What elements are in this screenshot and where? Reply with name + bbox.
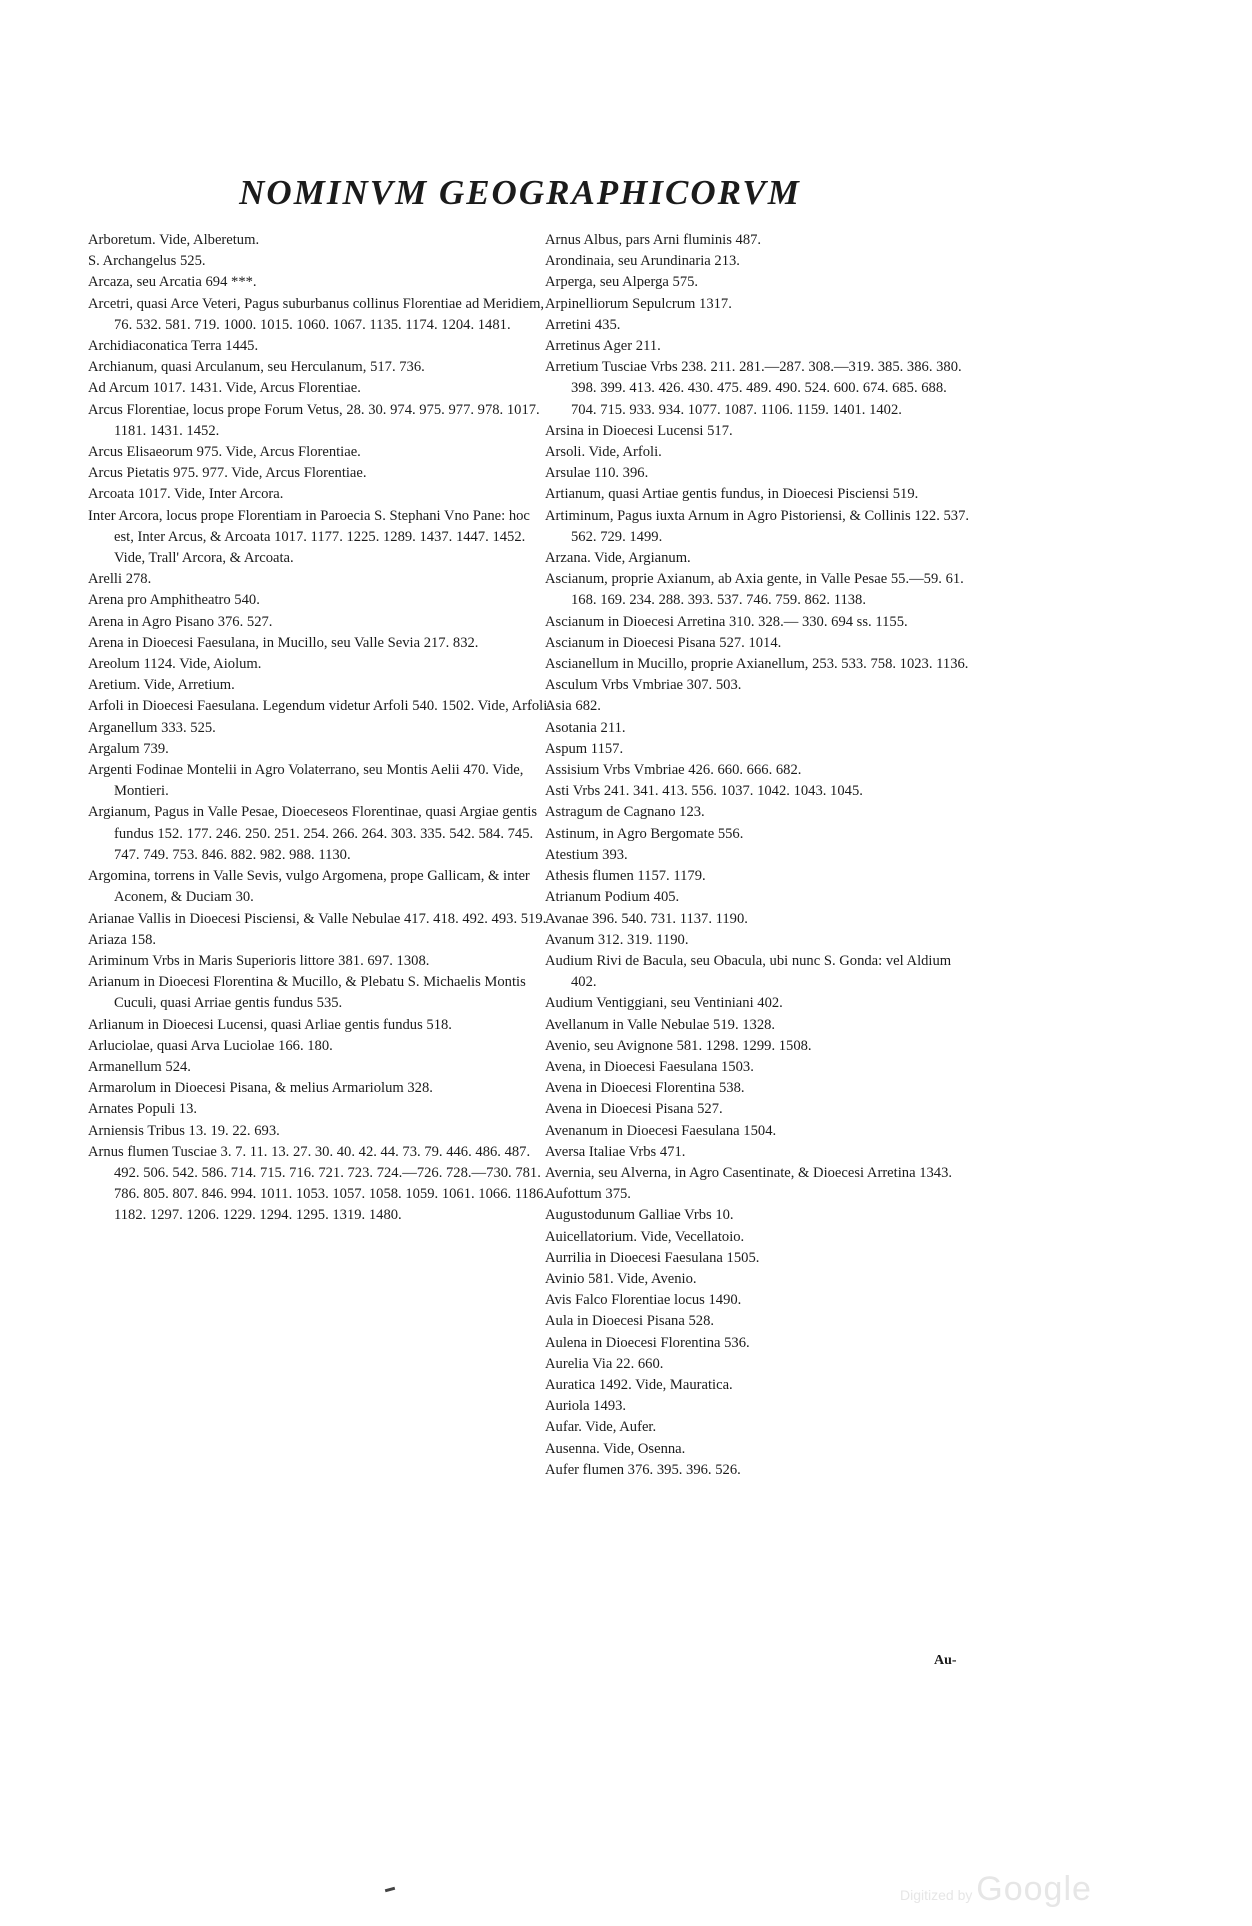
index-entry: Argenti Fodinae Montelii in Agro Volaterrano, seu Montis Aelii 470. Vide, Montieri.: [88, 762, 524, 800]
index-entry: Arcus Pietatis 975. 977. Vide, Arcus Florentiae.: [88, 465, 367, 482]
index-entry: Ad Arcum 1017. 1431. Vide, Arcus Florentiae.: [88, 380, 361, 397]
index-entry: Ascianum in Dioecesi Arretina 310. 328.— 330. 694 ss. 1155.: [545, 613, 908, 630]
index-entry: Arganellum 333. 525.: [88, 719, 216, 736]
index-entry: Arianum in Dioecesi Florentina & Mucillo, & Plebatu S. Michaelis Montis Cuculi, quasi Arriae gentis fundus 535.: [88, 974, 526, 1012]
index-entry: Ascianum in Dioecesi Pisana 527. 1014.: [545, 634, 782, 651]
index-entry: Ariminum Vrbs in Maris Superioris littore 381. 697. 1308.: [88, 952, 430, 969]
index-entry: Artiminum, Pagus iuxta Arnum in Agro Pistoriensi, & Collinis 122. 537. 562. 729. 1499.: [545, 507, 970, 545]
index-entry: Aufar. Vide, Aufer.: [545, 1419, 657, 1436]
index-entry: Archidiaconatica Terra 1445.: [88, 338, 259, 355]
watermark-prefix: Digitized by: [900, 1887, 973, 1903]
index-entry: Avena, in Dioecesi Faesulana 1503.: [545, 1058, 754, 1075]
index-entry: Ariaza 158.: [88, 931, 157, 948]
index-entry: Argomina, torrens in Valle Sevis, vulgo Argomena, prope Gallicam, & inter Aconem, & Duciam 30.: [88, 868, 530, 906]
index-entry: Arsoli. Vide, Arfoli.: [545, 444, 662, 461]
index-entry: Aurelia Via 22. 660.: [545, 1355, 664, 1372]
index-entry: Arcoata 1017. Vide, Inter Arcora.: [88, 486, 284, 503]
page-title: NOMINVM GEOGRAPHICORVM: [239, 173, 801, 212]
index-entry: Atrianum Podium 405.: [545, 889, 680, 906]
index-entry: Audium Rivi de Bacula, seu Obacula, ubi nunc S. Gonda: vel Aldium 402.: [545, 952, 952, 991]
index-entry: Arcaza, seu Arcatia 694 ***.: [88, 274, 257, 291]
index-entry: Avanae 396. 540. 731. 1137. 1190.: [545, 910, 748, 927]
index-entry: Arena in Dioecesi Faesulana, in Mucillo, seu Valle Sevia 217. 832.: [88, 634, 479, 651]
index-entry: Avenio, seu Avignone 581. 1298. 1299. 1508.: [545, 1037, 812, 1054]
index-entry: Arnates Populi 13.: [88, 1101, 198, 1118]
index-entry: Auratica 1492. Vide, Mauratica.: [545, 1376, 733, 1393]
index-entry: Arena pro Amphitheatro 540.: [88, 592, 260, 609]
index-entry: Arretium Tusciae Vrbs 238. 211. 281.—287. 308.—319. 385. 386. 380. 398. 399. 413. 426. 430. 475. 489. 490. 524. 600. 674. 685. 688. 704. 715. 933. 934. 1077. 1087. 1106. 1159. 1401. 1402.: [545, 359, 962, 418]
index-entry: Arluciolae, quasi Arva Luciolae 166. 180.: [88, 1037, 333, 1054]
index-entry: Arnus flumen Tusciae 3. 7. 11. 13. 27. 30. 40. 42. 44. 73. 79. 446. 486. 487. 492. 506. 542. 586. 714. 715. 716. 721. 723. 724.—726. 728.—730. 781. 786. 805. 807. 846. 994. 1011. 1053. 1057. 1058. 1059. 1061. 1066. 1186. 1182. 1297. 1206. 1229. 1294. 1295. 1319. 1480.: [88, 1143, 548, 1224]
index-entry: Areolum 1124. Vide, Aiolum.: [88, 656, 262, 673]
index-entry: Assisium Vrbs Vmbriae 426. 660. 666. 682.: [545, 762, 802, 779]
index-entry: Arondinaia, seu Arundinaria 213.: [545, 253, 740, 270]
index-entry: Aulena in Dioecesi Florentina 536.: [545, 1334, 750, 1351]
index-entry: Arena in Agro Pisano 376. 527.: [88, 613, 273, 630]
index-entry: Arsina in Dioecesi Lucensi 517.: [545, 422, 733, 439]
index-entry: Argalum 739.: [88, 740, 169, 757]
catchword: Au-: [934, 1653, 957, 1668]
index-column-right: [545, 230, 975, 1481]
index-entry: Arlianum in Dioecesi Lucensi, quasi Arliae gentis fundus 518.: [88, 1016, 452, 1033]
index-entry: Aurrilia in Dioecesi Faesulana 1505.: [545, 1249, 760, 1266]
index-entry: Auicellatorium. Vide, Vecellatoio.: [545, 1228, 745, 1245]
index-entry: Astinum, in Agro Bergomate 556.: [545, 825, 744, 842]
index-entry: Augustodunum Galliae Vrbs 10.: [545, 1207, 734, 1224]
index-entry: Astragum de Cagnano 123.: [545, 804, 705, 821]
index-column-left: [88, 230, 553, 1227]
index-entry: Archianum, quasi Arculanum, seu Herculanum, 517. 736.: [88, 359, 425, 376]
google-logo: Google: [976, 1870, 1092, 1908]
index-entry: Artianum, quasi Artiae gentis fundus, in Dioecesi Pisciensi 519.: [545, 486, 919, 503]
index-entry: Aspum 1157.: [545, 740, 624, 757]
index-entry: Aversa Italiae Vrbs 471.: [545, 1143, 686, 1160]
index-entry: Arcus Florentiae, locus prope Forum Vetus, 28. 30. 974. 975. 977. 978. 1017. 1181. 1431. 1452.: [88, 401, 540, 439]
index-entry: Arfoli in Dioecesi Faesulana. Legendum videtur Arfoli 540. 1502. Vide, Arfoli.: [88, 698, 551, 715]
digitized-watermark: [900, 1870, 1092, 1909]
index-entry: Avena in Dioecesi Florentina 538.: [545, 1080, 745, 1097]
index-entry: Auriola 1493.: [545, 1398, 627, 1415]
index-entry: Ascianum, proprie Axianum, ab Axia gente, in Valle Pesae 55.—59. 61. 168. 169. 234. 288. 393. 537. 746. 759. 862. 1138.: [545, 571, 964, 609]
index-entry: Aula in Dioecesi Pisana 528.: [545, 1313, 715, 1330]
index-entry: Arretini 435.: [545, 316, 621, 333]
index-entry: Arniensis Tribus 13. 19. 22. 693.: [88, 1122, 280, 1139]
index-entry: Arboretum. Vide, Alberetum.: [88, 232, 260, 248]
index-entry: Armarolum in Dioecesi Pisana, & melius Armariolum 328.: [88, 1080, 433, 1097]
index-entry: Asia 682.: [545, 698, 601, 715]
index-entry: Avernia, seu Alverna, in Agro Casentinate, & Dioecesi Arretina 1343.: [545, 1164, 953, 1181]
index-entry: Arianae Vallis in Dioecesi Pisciensi, & Valle Nebulae 417. 418. 492. 493. 519.: [88, 910, 547, 927]
index-entry: Ascianellum in Mucillo, proprie Axianellum, 253. 533. 758. 1023. 1136.: [545, 656, 969, 673]
index-entry: Asti Vrbs 241. 341. 413. 556. 1037. 1042. 1043. 1045.: [545, 783, 863, 800]
index-entry: Arelli 278.: [88, 571, 152, 588]
index-entry: Avellanum in Valle Nebulae 519. 1328.: [545, 1016, 776, 1033]
index-entry: Avis Falco Florentiae locus 1490.: [545, 1292, 742, 1309]
index-entry: Aretium. Vide, Arretium.: [88, 677, 235, 694]
index-entry: Athesis flumen 1157. 1179.: [545, 868, 706, 885]
ink-mark: [385, 1887, 395, 1892]
index-entry: Argianum, Pagus in Valle Pesae, Dioeceseos Florentinae, quasi Argiae gentis fundus 152. 177. 246. 250. 251. 254. 266. 264. 303. 335. 542. 584. 745. 747. 749. 753. 846. 882. 982. 988. 1130.: [88, 804, 538, 863]
index-entry: Inter Arcora, locus prope Florentiam in Paroecia S. Stephani Vno Pane: hoc est, Inter Arcus, & Arcoata 1017. 1177. 1225. 1289. 1437. 1447. 1452. Vide, Trall' Arcora, & Arcoata.: [88, 507, 530, 567]
index-entry: Arnus Albus, pars Arni fluminis 487.: [545, 232, 762, 248]
index-entry: Arcetri, quasi Arce Veteri, Pagus suburbanus collinus Florentiae ad Meridiem, 76. 532. 581. 719. 1000. 1015. 1060. 1067. 1135. 1174. 1204. 1481.: [88, 295, 545, 333]
index-entry: Ausenna. Vide, Osenna.: [545, 1440, 686, 1457]
index-entry: Avenanum in Dioecesi Faesulana 1504.: [545, 1122, 777, 1139]
index-entry: Atestium 393.: [545, 846, 628, 863]
index-entry: S. Archangelus 525.: [88, 253, 206, 270]
index-entry: Armanellum 524.: [88, 1058, 191, 1075]
index-entry: Avanum 312. 319. 1190.: [545, 931, 689, 948]
index-entry: Arpinelliorum Sepulcrum 1317.: [545, 295, 732, 312]
index-entry: Aufer flumen 376. 395. 396. 526.: [545, 1461, 741, 1478]
index-entry: Audium Ventiggiani, seu Ventiniani 402.: [545, 995, 783, 1012]
index-entry: Arzana. Vide, Argianum.: [545, 550, 691, 567]
index-entry: Avena in Dioecesi Pisana 527.: [545, 1101, 723, 1118]
index-entry: Asculum Vrbs Vmbriae 307. 503.: [545, 677, 742, 694]
index-entry: Arsulae 110. 396.: [545, 465, 649, 482]
index-entry: Asotania 211.: [545, 719, 626, 736]
index-entry: Avinio 581. Vide, Avenio.: [545, 1270, 697, 1287]
index-entry: Aufottum 375.: [545, 1186, 631, 1203]
index-entry: Arperga, seu Alperga 575.: [545, 274, 699, 291]
index-entry: Arcus Elisaeorum 975. Vide, Arcus Florentiae.: [88, 444, 361, 461]
index-entry: Arretinus Ager 211.: [545, 338, 661, 355]
